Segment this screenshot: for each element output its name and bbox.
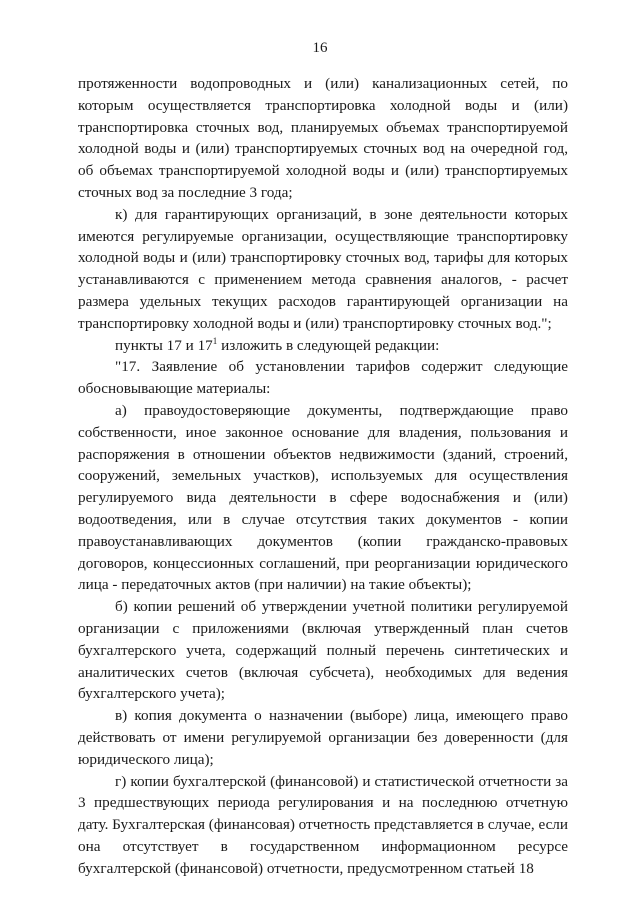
- document-body: [78, 73, 568, 879]
- amendment-text-start: пункты 17 и 17: [115, 336, 213, 354]
- paragraph-item-v: в) копия документа о назначении (выборе) лица, имеющего право действовать от имени регулируемой организации без доверенности (для юридического лица);: [78, 707, 568, 768]
- paragraph-item-k: к) для гарантирующих организаций, в зоне деятельности которых имеются регулируемые организации, осуществляющие транспортировку холодной воды и (или) транспортировку сточных вод, тарифы для которых устанавливаются с применением метода сравнения аналогов, - расчет размера удельных текущих расходов гарантирующей организации на транспортировку холодной воды и (или) транспортировку сточных вод.";: [78, 205, 568, 332]
- superscript-1: 1: [212, 335, 218, 346]
- paragraph-item-a: а) правоудостоверяющие документы, подтверждающие право собственности, иное законное основание для владения, пользования и распоряжения в отношении объектов недвижимости (зданий, строений, сооружений, земельных участков), используемых для осуществления регулируемого вида деятельности в сфере водоснабжения и (или) водоотведения, или в случае отсутствия таких документов - копии правоустанавливающих документов (копии гражданско-правовых договоров, концессионных соглашений, при реорганизации юридического лица - передаточных актов (при наличии) на такие объекты);: [78, 401, 568, 594]
- page-number: 16: [312, 40, 328, 56]
- paragraph-clause-17: "17. Заявление об установлении тарифов содержит следующие обосновывающие материалы:: [78, 358, 568, 398]
- paragraph-item-g: г) копии бухгалтерской (финансовой) и статистической отчетности за 3 предшествующих периода регулирования и на последнюю отчетную дату. Бухгалтерская (финансовая) отчетность представляется в случае, если она отсутствует в государственном информационном ресурсе бухгалтерской (финансовой) отчетности, предусмотренном статьей 18: [78, 772, 569, 877]
- paragraph-continuation: протяженности водопроводных и (или) канализационных сетей, по которым осуществляется транспортировка холодной воды и (или) транспортировка сточных вод, планируемых объемах транспортируемой холодной воды и (или) транспортируемых сточных вод на очередной год, об объемах транспортируемой холодной воды и (или) транспортируемых сточных вод за последние 3 года;: [78, 75, 568, 201]
- paragraph-item-b: б) копии решений об утверждении учетной политики регулируемой организации с приложениями (включая утвержденный план счетов бухгалтерского учета, содержащий полный перечень синтетических и аналитических счетов (включая субсчета), необходимых для ведения бухгалтерского учета);: [78, 598, 568, 703]
- amendment-text-end: изложить в следующей редакции:: [217, 336, 440, 354]
- paragraph-amendment-instruction: [78, 335, 568, 357]
